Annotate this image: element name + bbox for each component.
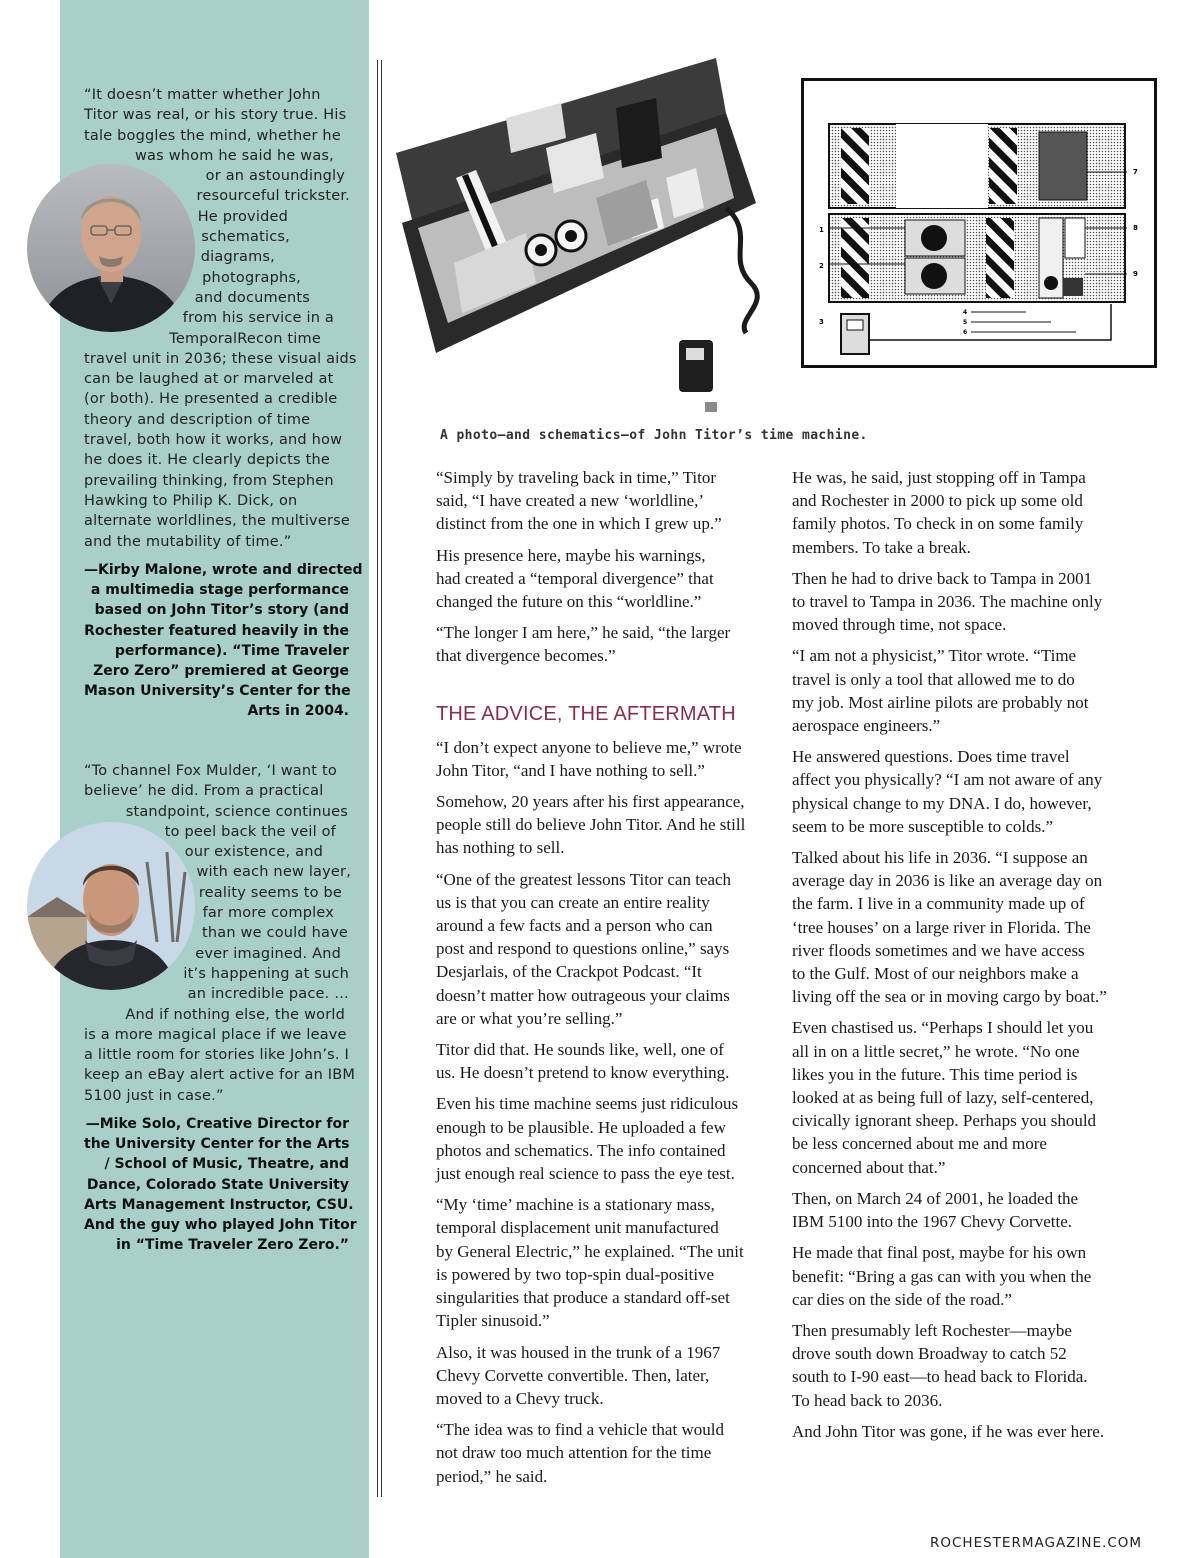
quote-line: prevailing thinking, from Stephen [84,472,334,489]
text-line: His presence here, maybe his warnings, [436,545,706,565]
quote-line: theory and description of time [84,411,311,428]
text-line: aerospace engineers.” [792,716,941,736]
text-line: and Rochester in 2000 to pick up some old [792,491,1083,511]
text-line: doesn’t matter how outrageous your claims [436,985,730,1005]
text-line: just enough real science to pass the eye test. [436,1164,735,1184]
article-paragraph [436,621,776,667]
article-paragraph [792,846,1137,1008]
text-line: had created a “temporal divergence” that [436,568,714,588]
text-line: post and respond to questions online,” says [436,939,730,959]
quote-line: than we could have [201,925,348,942]
text-line: moved to a Chevy truck. [436,1388,604,1408]
attribution-line: And the guy who played John Titor [84,1217,357,1234]
text-line: changed the future on this “worldline.” [436,592,702,612]
quote-line: keep an eBay alert active for an IBM [84,1067,356,1084]
text-line: To head back to 2036. [792,1390,943,1410]
text-line: Tipler sinusoid.” [436,1311,550,1331]
article-column-right [792,466,1137,1451]
quote-line: and the mutability of time.” [84,533,292,550]
text-line: “Simply by traveling back in time,” Titor [436,468,717,487]
text-line: “I don’t expect anyone to believe me,” wrote [436,737,742,757]
quote-line: (or both). He presented a credible [84,391,338,408]
quote-line: Titor was real, or his story true. His [84,107,347,124]
article-paragraph [792,644,1137,737]
text-line: to travel to Tampa in 2036. The machine only [792,592,1103,612]
quote-line: travel unit in 2036; these visual aids [84,350,357,367]
article-paragraph [792,1319,1137,1412]
article-paragraph [792,1187,1137,1233]
text-line: Talked about his life in 2036. “I suppose an [792,848,1088,868]
schematic-label-9: 9 [1133,270,1138,278]
text-line: living off the sea or in moving cargo by boat.” [792,987,1107,1007]
attribution-line: Mason University’s Center for the [84,683,351,700]
attribution-line: Dance, Colorado State University [86,1176,349,1193]
schematic-label-8: 8 [1133,224,1138,232]
attribution-line: Arts Management Instructor, CSU. [84,1196,354,1213]
attribution-line: —Mike Solo, Creative Director for [85,1116,349,1132]
schematic-label-7: 7 [1133,168,1138,176]
text-line: THE ADVICE, THE AFTERMATH [436,702,736,725]
schematic-label-6: 6 [963,329,968,336]
text-line: singularities that produce a standard off-set [436,1288,730,1308]
text-line: is powered by two top-spin dual-positive [436,1264,715,1284]
text-line: not draw too much attention for the time [436,1443,712,1463]
text-line: He answered questions. Does time travel [792,747,1070,767]
article-paragraph [436,1341,776,1411]
article-paragraph [436,868,776,1030]
article-paragraph [436,1193,776,1332]
quote-line: alternate worldlines, the multiverse [84,513,350,530]
quote-line: to peel back the veil of [164,823,336,840]
quote-line: is a more magical place if we leave [84,1026,347,1043]
text-line: the farm. I live in a community made up of [792,894,1085,914]
quote-line: travel, both how it works, and how [84,432,343,449]
quote-line: can be laughed at or marveled at [84,371,334,388]
text-line: ‘tree houses’ on a large river in Florida. The [792,917,1091,937]
article-paragraph [792,745,1137,838]
quote-attribution-mike-solo [84,1114,357,1255]
quote-line: from his service in a [182,310,334,327]
quote-line: or an astoundingly [205,168,345,185]
text-line: Even his time machine seems just ridiculous [436,1094,739,1114]
text-line: distinct from the one in which I grew up.” [436,514,722,534]
schematic-label-5: 5 [963,319,968,326]
quote-line: 5100 just in case.” [84,1087,224,1104]
text-line: looked at as being full of lazy, self-centered, [792,1088,1094,1108]
quote-line: reality seems to be [198,884,342,901]
attribution-line: a multimedia stage performance [90,582,349,599]
text-line: civically ignorant sheep. Perhaps you should [792,1111,1097,1131]
text-line: all in on a little secret,” he wrote. “No one [792,1041,1080,1061]
text-line: And John Titor was gone, if he was ever here. [792,1421,1105,1441]
portrait-mike-solo [27,822,195,990]
quote-line: “To channel Fox Mulder, ‘I want to [84,763,337,779]
quote-line: our existence, and [184,844,323,861]
article-paragraph [436,790,776,860]
attribution-line: performance). “Time Traveler [114,642,349,659]
figure-caption: A photo—and schematics—of John Titor’s time machine. [440,428,868,443]
text-line: river floods sometimes and we have access [792,940,1085,960]
text-line: around a few facts and a person who can [436,916,713,936]
footer-site-url: ROCHESTERMAGAZINE.COM [930,1535,1143,1551]
time-machine-schematic [801,78,1157,368]
quote-line: and documents [194,289,310,306]
text-line: to the Gulf. Most of our neighbors make a [792,964,1079,984]
quote-line: photographs, [202,269,301,286]
article-paragraph [436,1038,776,1084]
attribution-line: —Kirby Malone, wrote and directed [84,562,363,578]
text-line: He was, he said, just stopping off in Tampa [792,468,1086,487]
text-line: travel is only a tool that allowed me to do [792,669,1075,689]
text-line: “The longer I am here,” he said, “the larger [436,623,731,643]
attribution-line: / School of Music, Theatre, and [104,1156,349,1173]
text-line: period,” he said. [436,1466,548,1486]
text-line: Titor did that. He sounds like, well, one of [436,1040,724,1060]
text-line: temporal displacement unit manufactured [436,1218,719,1238]
attribution-line: Zero Zero” premiered at George [93,663,349,680]
text-line: Desjarlais, of the Crackpot Podcast. “It [436,962,702,982]
text-line: car dies on the side of the road.” [792,1289,1012,1309]
time-machine-photo [396,58,788,418]
text-line: “One of the greatest lessons Titor can teach [436,869,732,889]
text-line: family photos. To check in on some family [792,514,1084,534]
text-line: moved through time, not space. [792,615,1007,635]
schematic-label-3: 3 [819,318,824,326]
schematic-label-2: 2 [819,262,824,270]
quote-line: ever imagined. And [195,945,341,962]
text-line: said, “I have created a new ‘worldline,’ [436,491,705,511]
article-paragraph [792,466,1137,559]
quote-line: it’s happening at such [183,965,349,982]
quote-line: He provided [197,208,288,225]
article-paragraph [436,466,776,536]
article-column-left [436,466,776,1496]
text-line: physical change to my DNA. I do, however, [792,793,1092,813]
quote-line: diagrams, [200,249,275,266]
text-line: are or what you’re selling.” [436,1008,623,1028]
text-line: concerned about that.” [792,1157,946,1177]
quote-line: a little room for stories like John’s. I [84,1047,349,1064]
text-line: us is that you can create an entire reality [436,892,710,912]
text-line: Somehow, 20 years after his first appearance, [436,792,745,812]
schematic-label-4: 4 [963,309,968,316]
portrait-kirby-malone [27,164,195,332]
text-line: seem to be more susceptible to colds.” [792,816,1054,836]
text-line: IBM 5100 into the 1967 Chevy Corvette. [792,1212,1073,1232]
quote-line: And if nothing else, the world [125,1006,345,1023]
text-line: be less concerned about me and more [792,1134,1047,1154]
article-paragraph [436,1092,776,1185]
section-heading [436,702,776,726]
quote-line: with each new layer, [196,864,351,881]
text-line: people still do believe John Titor. And he still [436,815,746,835]
article-paragraph [792,1420,1137,1443]
article-paragraph [792,567,1137,637]
text-line: Then presumably left Rochester—maybe [792,1320,1072,1340]
text-line: Chevy Corvette convertible. Then, later, [436,1365,710,1385]
text-line: He made that final post, maybe for his own [792,1243,1087,1263]
quote-line: “It doesn’t matter whether John [84,87,321,103]
quote-attribution-kirby-malone [84,560,363,722]
text-line: drove south down Broadway to catch 52 [792,1344,1067,1364]
text-line: Then he had to drive back to Tampa in 2001 [792,568,1093,588]
attribution-line: the University Center for the Arts [84,1136,350,1153]
attribution-line: in “Time Traveler Zero Zero.” [116,1237,349,1254]
attribution-line: based on John Titor’s story (and [94,602,349,619]
quote-line: he does it. He clearly depicts the [84,452,331,469]
schematic-label-1: 1 [819,226,824,234]
quote-line: resourceful trickster. [196,188,350,205]
quote-line: standpoint, science continues [125,803,348,820]
article-paragraph [792,1241,1137,1311]
text-line: Also, it was housed in the trunk of a 1967 [436,1342,721,1362]
quote-line: Hawking to Philip K. Dick, on [84,492,298,509]
article-paragraph [436,736,776,782]
text-line: Even chastised us. “Perhaps I should let you [792,1018,1094,1038]
article-paragraph [436,544,776,614]
text-line: by General Electric,” he explained. “The unit [436,1241,744,1261]
column-rule-right [381,60,382,1497]
text-line: south to I-90 east—to head back to Florida. [792,1367,1088,1387]
text-line: “The idea was to find a vehicle that would [436,1420,724,1440]
text-line: likes you in the future. This time period is [792,1064,1078,1084]
text-line: enough to be plausible. He uploaded a few [436,1117,726,1137]
quote-line: schematics, [201,229,290,246]
quote-line: believe’ he did. From a practical [84,783,324,800]
quote-line: TemporalRecon time [169,330,321,347]
text-line: that divergence becomes.” [436,646,616,666]
quote-line: far more complex [202,905,334,922]
text-line: Then, on March 24 of 2001, he loaded the [792,1188,1079,1208]
text-line: my job. Most airline pilots are probably not [792,692,1089,712]
text-line: us. He doesn’t pretend to know everything. [436,1063,730,1083]
text-line: members. To take a break. [792,537,971,557]
text-line: John Titor, “and I have nothing to sell.” [436,760,705,780]
text-line: average day in 2036 is like an average day on [792,871,1103,891]
article-paragraph [436,1418,776,1488]
text-line: “My ‘time’ machine is a stationary mass, [436,1195,715,1215]
attribution-line: Rochester featured heavily in the [84,622,349,639]
text-line: photos and schematics. The info contained [436,1140,726,1160]
column-rule-left [377,60,378,1497]
quote-line: an incredible pace. … [187,986,349,1003]
text-line: “I am not a physicist,” Titor wrote. “Time [792,646,1077,666]
article-paragraph [792,1016,1137,1178]
quote-line: was whom he said he was, [135,147,334,164]
quote-line: tale boggles the mind, whether he [84,127,341,144]
attribution-line: Arts in 2004. [247,703,349,720]
text-line: has nothing to sell. [436,838,565,858]
text-line: affect you physically? “I am not aware of any [792,770,1103,790]
text-line: benefit: “Bring a gas can with you when the [792,1266,1092,1286]
